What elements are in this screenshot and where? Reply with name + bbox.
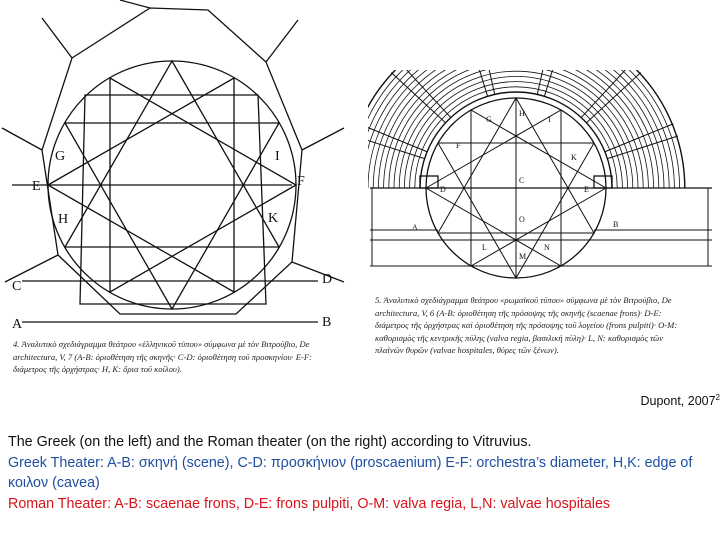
greek-label-g: G (55, 149, 66, 164)
roman-label-c: C (519, 176, 525, 185)
roman-label-i: I (548, 115, 551, 124)
image-credit: Dupont, 2007$^2$ (640, 393, 720, 409)
roman-label-a: A (412, 223, 418, 232)
inscribed-square (80, 95, 266, 304)
greek-figure-caption: 4. Ἀναλυτικὸ σχεδιάγραμμα θεάτρου «ἑλληνικοῦ τύπου» σύμφωνα μὲ τὸν Βιτρούβιο, De architectura, V, 7 (A-B: ὁριοθέτηση τῆς σκηνῆς· C-D: ὁριοθέτηση τοῦ προσκηνίου· E-F: διάμετρος τῆς ὀρχήστρας· H, K: ὅρια τοῦ κοίλου). (13, 339, 313, 374)
roman-label-e: E (584, 185, 589, 194)
greek-label-e: E (32, 179, 41, 194)
roman-label-m: M (519, 252, 527, 261)
greek-label-c: C (12, 279, 22, 294)
star-triangle-1 (65, 61, 279, 247)
description-block (8, 432, 724, 514)
greek-label-d: D (322, 272, 333, 287)
description-intro: The Greek (on the left) and the Roman theater (on the right) according to Vitruvius. (8, 434, 532, 450)
roman-label-f: F (456, 141, 461, 150)
roman-label-b: B (613, 220, 619, 229)
roman-label-k: K (571, 153, 577, 162)
greek-label-i: I (275, 149, 280, 164)
description-roman: Roman Theater: A-B: scaenae frons, D-E: frons pulpiti, O-M: valva regia, L,N: valvae hospitales (8, 495, 611, 512)
roman-label-h: H (519, 109, 525, 118)
greek-label-k: K (268, 211, 279, 226)
stairway-line (605, 124, 674, 152)
description-greek: Greek Theater: A-B: σκηνή (scene), C-D: προσκήνιον (proscaenium) E-F: orchestra’s diameter, H,K: edge of κοιλον (cavea) (8, 454, 693, 491)
roman-label-n: N (544, 243, 550, 252)
greek-label-b: B (322, 315, 332, 330)
roman-figure-caption: 5. Ἀναλυτικὸ σχεδιάγραμμα θεάτρου «ρωμαϊκοῦ τύπου» σύμφωνα μὲ τὸν Βιτρούβιο, De architectura, V, 6 (A-B: ὁριοθέτηση τῆς πρόσοψης τῆς σκηνῆς (scaenae frons)· D-E: διάμετρος τῆς ὀρχήστρας καὶ ὁριοθέτηση τῆς πρόσοψης τοῦ λογείου (frons pulpiti)· O-M: καθορισμὸς τῆς κεντρικῆς πύλης (valva regia, βασιλικὴ πύλη)· L, N: καθορισμὸς τῶν πλαϊνῶν θυρῶν (valvae hospitales, θύρες τῶν ξένων). (375, 295, 678, 355)
roman-point-labels (412, 109, 618, 261)
roman-label-g: G (486, 115, 492, 124)
roman-label-o: O (519, 215, 525, 224)
roman-label-d: D (440, 185, 446, 194)
greek-label-f: F (297, 174, 305, 189)
greek-label-a: A (12, 317, 23, 332)
roman-label-l: L (482, 243, 487, 252)
stairway-line (607, 136, 677, 159)
greek-label-h: H (58, 212, 69, 227)
